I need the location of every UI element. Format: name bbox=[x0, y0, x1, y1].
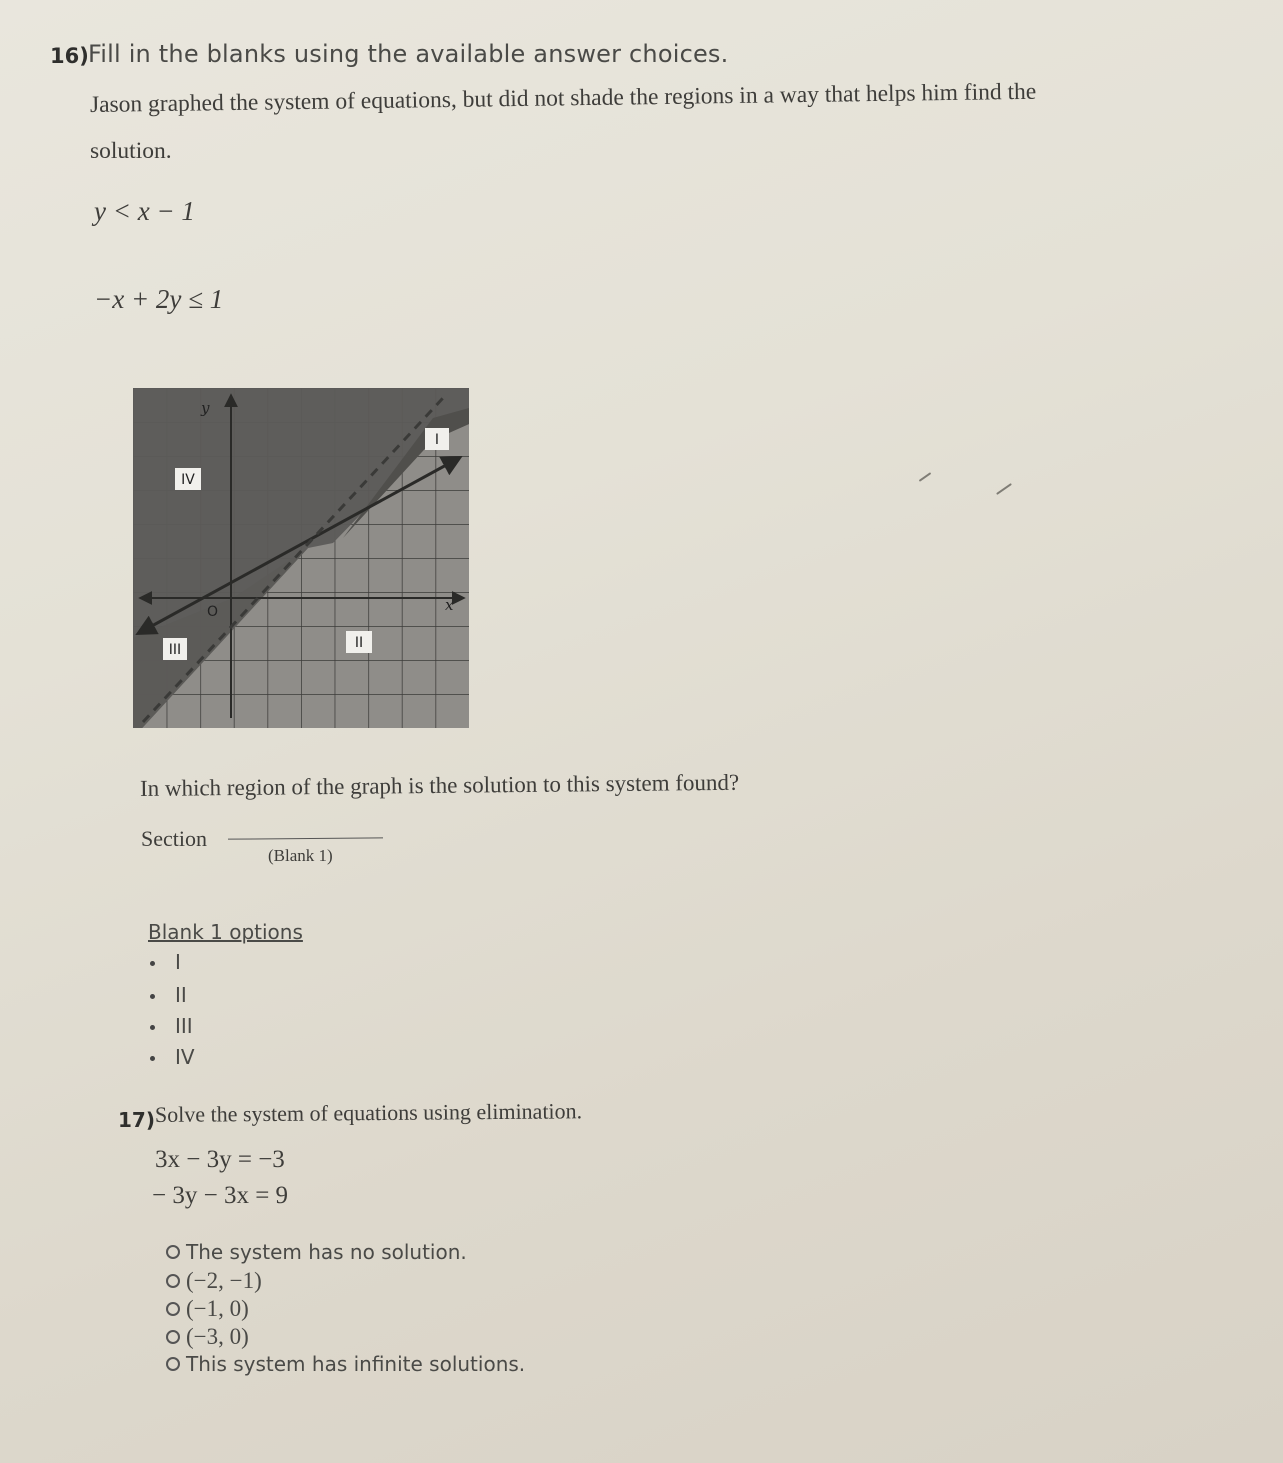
inequality-1: y < x − 1 bbox=[94, 196, 195, 226]
blank-option-i[interactable]: I bbox=[150, 950, 181, 974]
svg-text:I: I bbox=[434, 432, 440, 448]
question-16-instruction: Fill in the blanks using the available answer choices. bbox=[88, 40, 729, 68]
blank-option-iii[interactable]: III bbox=[150, 1014, 193, 1038]
choice-neg1-0[interactable]: (−1, 0) bbox=[166, 1296, 249, 1322]
origin-label: O bbox=[207, 604, 219, 620]
blank-option-ii[interactable]: II bbox=[150, 983, 187, 1007]
choice-no-solution[interactable]: The system has no solution. bbox=[166, 1240, 467, 1264]
radio-button-icon[interactable] bbox=[166, 1302, 180, 1316]
region-label-ii bbox=[346, 631, 372, 653]
question-16-question: In which region of the graph is the solution to this system found? bbox=[139, 769, 740, 801]
question-17-prompt: Solve the system of equations using elimination. bbox=[154, 1098, 583, 1127]
radio-button-icon[interactable] bbox=[166, 1330, 180, 1344]
inequality-2: −x + 2y ≤ 1 bbox=[94, 284, 224, 314]
svg-text:IV: IV bbox=[181, 472, 195, 488]
choice-neg2-neg1[interactable]: (−2, −1) bbox=[166, 1268, 262, 1294]
question-16-prompt: Jason graphed the system of equations, but did not shade the regions in a way that helps him find the bbox=[89, 78, 1037, 118]
pencil-mark bbox=[919, 472, 932, 482]
bullet-icon bbox=[150, 961, 155, 966]
pencil-mark bbox=[996, 483, 1012, 495]
radio-button-icon[interactable] bbox=[166, 1357, 180, 1371]
region-label-iii bbox=[163, 638, 187, 660]
radio-button-icon[interactable] bbox=[166, 1274, 180, 1288]
inequality-graph bbox=[133, 388, 469, 728]
svg-text:III: III bbox=[168, 642, 182, 658]
question-16-number: 16) bbox=[50, 44, 89, 68]
choice-neg3-0[interactable]: (−3, 0) bbox=[166, 1324, 249, 1350]
region-label-i bbox=[425, 428, 449, 450]
x-axis-label: x bbox=[445, 596, 454, 614]
blank-1-caption: (Blank 1) bbox=[268, 846, 333, 865]
bullet-icon bbox=[150, 994, 155, 999]
equation-2: − 3y − 3x = 9 bbox=[152, 1182, 289, 1209]
blank-1-field[interactable] bbox=[228, 837, 383, 839]
equation-1: 3x − 3y = −3 bbox=[155, 1146, 285, 1173]
bullet-icon bbox=[150, 1056, 155, 1061]
question-17-number: 17) bbox=[118, 1108, 155, 1132]
question-16-prompt-continued: solution. bbox=[90, 138, 172, 164]
blank-prefix: Section bbox=[141, 826, 207, 851]
svg-text:II: II bbox=[354, 635, 364, 651]
radio-button-icon[interactable] bbox=[166, 1245, 180, 1259]
blank-option-iv[interactable]: IV bbox=[150, 1045, 195, 1069]
bullet-icon bbox=[150, 1025, 155, 1030]
choice-infinite-solutions[interactable]: This system has infinite solutions. bbox=[166, 1352, 525, 1376]
region-label-iv bbox=[175, 468, 201, 490]
blank-options-heading: Blank 1 options bbox=[148, 920, 303, 944]
y-axis-label: y bbox=[201, 399, 210, 417]
